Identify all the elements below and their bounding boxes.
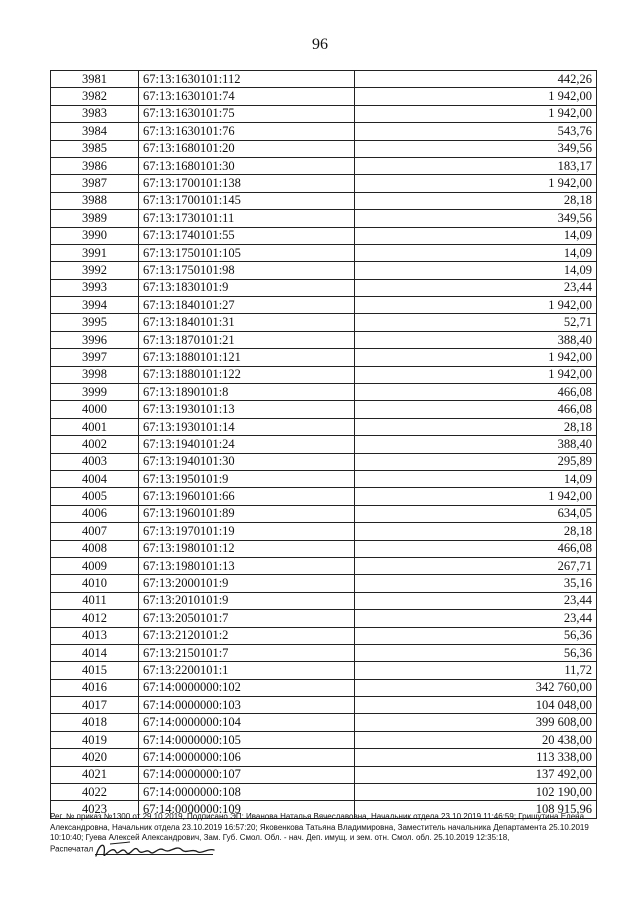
row-number-cell: 4023 xyxy=(51,801,139,818)
cadastral-number-cell: 67:13:1680101:20 xyxy=(139,140,355,157)
cadastral-number-cell: 67:13:1880101:122 xyxy=(139,366,355,383)
row-number-cell: 3981 xyxy=(51,71,139,88)
row-number-cell: 3996 xyxy=(51,331,139,348)
table-row xyxy=(51,540,597,557)
row-number-cell: 3989 xyxy=(51,210,139,227)
row-number-cell: 4012 xyxy=(51,610,139,627)
value-cell: 442,26 xyxy=(355,71,597,88)
value-cell: 14,09 xyxy=(355,262,597,279)
table-row xyxy=(51,592,597,609)
table-row xyxy=(51,88,597,105)
row-number-cell: 3991 xyxy=(51,244,139,261)
table-row xyxy=(51,731,597,748)
cadastral-number-cell: 67:13:1980101:13 xyxy=(139,557,355,574)
row-number-cell: 4014 xyxy=(51,644,139,661)
value-cell: 102 190,00 xyxy=(355,784,597,801)
cadastral-number-cell: 67:14:0000000:108 xyxy=(139,784,355,801)
cadastral-number-cell: 67:13:1630101:75 xyxy=(139,105,355,122)
table-row xyxy=(51,227,597,244)
value-cell: 35,16 xyxy=(355,575,597,592)
printed-by-label: Распечатал xyxy=(50,844,94,853)
row-number-cell: 4005 xyxy=(51,488,139,505)
footer-line-2: Александровна, Начальник отдела 23.10.2019 16:57:20; Яковенкова Татьяна Владимировна, Заместитель начальника Департамента 25.10.2019 xyxy=(50,822,589,832)
value-cell: 28,18 xyxy=(355,192,597,209)
table-row xyxy=(51,766,597,783)
row-number-cell: 4008 xyxy=(51,540,139,557)
value-cell: 56,36 xyxy=(355,627,597,644)
cadastral-number-cell: 67:14:0000000:107 xyxy=(139,766,355,783)
value-cell: 23,44 xyxy=(355,279,597,296)
cadastral-number-cell: 67:13:1700101:145 xyxy=(139,192,355,209)
cadastral-number-cell: 67:13:2000101:9 xyxy=(139,575,355,592)
value-cell: 28,18 xyxy=(355,523,597,540)
row-number-cell: 3984 xyxy=(51,123,139,140)
row-number-cell: 3993 xyxy=(51,279,139,296)
cadastral-number-cell: 67:13:1630101:76 xyxy=(139,123,355,140)
table-row xyxy=(51,123,597,140)
row-number-cell: 3995 xyxy=(51,314,139,331)
table-row xyxy=(51,470,597,487)
table-row xyxy=(51,749,597,766)
table-row xyxy=(51,488,597,505)
table-row xyxy=(51,157,597,174)
table-row xyxy=(51,557,597,574)
cadastral-number-cell: 67:13:1960101:89 xyxy=(139,505,355,522)
row-number-cell: 4007 xyxy=(51,523,139,540)
cadastral-number-cell: 67:13:1940101:24 xyxy=(139,436,355,453)
table-row xyxy=(51,610,597,627)
value-cell: 23,44 xyxy=(355,610,597,627)
table-row xyxy=(51,366,597,383)
footer-line-1: Рег. № приказ №1300 от 29.10.2019, Подписано ЭП: Иванова Наталья Вячеславовна, Начальник отдела 23.10.2019 11:46:59; Гришутина Елена xyxy=(50,812,585,821)
value-cell: 1 942,00 xyxy=(355,488,597,505)
cadastral-number-cell: 67:13:1630101:112 xyxy=(139,71,355,88)
table-row xyxy=(51,140,597,157)
table-row xyxy=(51,505,597,522)
value-cell: 23,44 xyxy=(355,592,597,609)
value-cell: 113 338,00 xyxy=(355,749,597,766)
cadastral-number-cell: 67:14:0000000:103 xyxy=(139,697,355,714)
value-cell: 20 438,00 xyxy=(355,731,597,748)
table-row xyxy=(51,244,597,261)
cadastral-number-cell: 67:13:2200101:1 xyxy=(139,662,355,679)
row-number-cell: 4009 xyxy=(51,557,139,574)
cadastral-number-cell: 67:13:1840101:31 xyxy=(139,314,355,331)
value-cell: 183,17 xyxy=(355,157,597,174)
row-number-cell: 4000 xyxy=(51,401,139,418)
row-number-cell: 3992 xyxy=(51,262,139,279)
cadastral-number-cell: 67:14:0000000:106 xyxy=(139,749,355,766)
cadastral-number-cell: 67:13:1630101:74 xyxy=(139,88,355,105)
cadastral-number-cell: 67:13:1840101:27 xyxy=(139,297,355,314)
cadastral-number-cell: 67:13:1960101:66 xyxy=(139,488,355,505)
value-cell: 399 608,00 xyxy=(355,714,597,731)
table-row xyxy=(51,262,597,279)
value-cell: 11,72 xyxy=(355,662,597,679)
cadastral-number-cell: 67:13:1890101:8 xyxy=(139,384,355,401)
table-row xyxy=(51,436,597,453)
value-cell: 137 492,00 xyxy=(355,766,597,783)
value-cell: 267,71 xyxy=(355,557,597,574)
table-row xyxy=(51,105,597,122)
registry-table-body xyxy=(51,71,597,819)
value-cell: 56,36 xyxy=(355,644,597,661)
row-number-cell: 4006 xyxy=(51,505,139,522)
row-number-cell: 3997 xyxy=(51,349,139,366)
value-cell: 388,40 xyxy=(355,436,597,453)
table-row xyxy=(51,175,597,192)
row-number-cell: 4021 xyxy=(51,766,139,783)
table-row xyxy=(51,314,597,331)
value-cell: 388,40 xyxy=(355,331,597,348)
row-number-cell: 4010 xyxy=(51,575,139,592)
value-cell: 466,08 xyxy=(355,540,597,557)
row-number-cell: 4022 xyxy=(51,784,139,801)
table-row xyxy=(51,331,597,348)
table-row xyxy=(51,644,597,661)
cadastral-number-cell: 67:13:2050101:7 xyxy=(139,610,355,627)
row-number-cell: 3983 xyxy=(51,105,139,122)
table-row xyxy=(51,210,597,227)
handwritten-signature xyxy=(90,838,220,862)
table-row xyxy=(51,279,597,296)
value-cell: 52,71 xyxy=(355,314,597,331)
table-row xyxy=(51,297,597,314)
row-number-cell: 3985 xyxy=(51,140,139,157)
row-number-cell: 4001 xyxy=(51,418,139,435)
value-cell: 349,56 xyxy=(355,140,597,157)
cadastral-number-cell: 67:14:0000000:109 xyxy=(139,801,355,818)
row-number-cell: 3988 xyxy=(51,192,139,209)
value-cell: 14,09 xyxy=(355,244,597,261)
cadastral-number-cell: 67:13:1940101:30 xyxy=(139,453,355,470)
value-cell: 1 942,00 xyxy=(355,88,597,105)
cadastral-number-cell: 67:13:1880101:121 xyxy=(139,349,355,366)
table-row xyxy=(51,384,597,401)
value-cell: 634,05 xyxy=(355,505,597,522)
cadastral-number-cell: 67:13:1750101:105 xyxy=(139,244,355,261)
cadastral-number-cell: 67:13:1730101:11 xyxy=(139,210,355,227)
table-row xyxy=(51,192,597,209)
cadastral-number-cell: 67:14:0000000:104 xyxy=(139,714,355,731)
value-cell: 466,08 xyxy=(355,384,597,401)
row-number-cell: 4018 xyxy=(51,714,139,731)
value-cell: 1 942,00 xyxy=(355,175,597,192)
row-number-cell: 4015 xyxy=(51,662,139,679)
signature-footer xyxy=(50,812,610,858)
value-cell: 1 942,00 xyxy=(355,105,597,122)
table-row xyxy=(51,453,597,470)
cadastral-number-cell: 67:14:0000000:105 xyxy=(139,731,355,748)
cadastral-number-cell: 67:13:1870101:21 xyxy=(139,331,355,348)
row-number-cell: 4003 xyxy=(51,453,139,470)
cadastral-number-cell: 67:13:1700101:138 xyxy=(139,175,355,192)
value-cell: 104 048,00 xyxy=(355,697,597,714)
row-number-cell: 3994 xyxy=(51,297,139,314)
row-number-cell: 3990 xyxy=(51,227,139,244)
value-cell: 543,76 xyxy=(355,123,597,140)
table-row xyxy=(51,714,597,731)
table-row xyxy=(51,401,597,418)
printed-by-row xyxy=(50,844,610,858)
cadastral-number-cell: 67:13:2150101:7 xyxy=(139,644,355,661)
cadastral-number-cell: 67:14:0000000:102 xyxy=(139,679,355,696)
cadastral-number-cell: 67:13:1680101:30 xyxy=(139,157,355,174)
row-number-cell: 3982 xyxy=(51,88,139,105)
table-row xyxy=(51,627,597,644)
value-cell: 14,09 xyxy=(355,227,597,244)
row-number-cell: 4002 xyxy=(51,436,139,453)
table-row xyxy=(51,349,597,366)
table-row xyxy=(51,679,597,696)
value-cell: 1 942,00 xyxy=(355,366,597,383)
cadastral-number-cell: 67:13:1830101:9 xyxy=(139,279,355,296)
row-number-cell: 4013 xyxy=(51,627,139,644)
row-number-cell: 4019 xyxy=(51,731,139,748)
row-number-cell: 4017 xyxy=(51,697,139,714)
cadastral-number-cell: 67:13:1740101:55 xyxy=(139,227,355,244)
table-row xyxy=(51,71,597,88)
cadastral-number-cell: 67:13:1930101:14 xyxy=(139,418,355,435)
cadastral-number-cell: 67:13:1950101:9 xyxy=(139,470,355,487)
row-number-cell: 4020 xyxy=(51,749,139,766)
value-cell: 349,56 xyxy=(355,210,597,227)
cadastral-number-cell: 67:13:1980101:12 xyxy=(139,540,355,557)
footer-line-3: 10:10:40; Гуева Алексей Александрович, Зам. Губ. Смол. Обл. - нач. Деп. имущ. и зем. отн. Смол. обл. 25.10.2019 12:35:18, xyxy=(50,833,510,842)
table-row xyxy=(51,662,597,679)
row-number-cell: 3986 xyxy=(51,157,139,174)
value-cell: 14,09 xyxy=(355,470,597,487)
row-number-cell: 3998 xyxy=(51,366,139,383)
value-cell: 342 760,00 xyxy=(355,679,597,696)
value-cell: 28,18 xyxy=(355,418,597,435)
cadastral-number-cell: 67:13:2120101:2 xyxy=(139,627,355,644)
value-cell: 1 942,00 xyxy=(355,349,597,366)
row-number-cell: 4011 xyxy=(51,592,139,609)
row-number-cell: 4004 xyxy=(51,470,139,487)
table-row xyxy=(51,523,597,540)
cadastral-number-cell: 67:13:2010101:9 xyxy=(139,592,355,609)
cadastral-number-cell: 67:13:1930101:13 xyxy=(139,401,355,418)
row-number-cell: 3987 xyxy=(51,175,139,192)
row-number-cell: 3999 xyxy=(51,384,139,401)
registry-table xyxy=(50,70,597,819)
page-number: 96 xyxy=(312,36,328,53)
value-cell: 295,89 xyxy=(355,453,597,470)
row-number-cell: 4016 xyxy=(51,679,139,696)
value-cell: 466,08 xyxy=(355,401,597,418)
table-row xyxy=(51,697,597,714)
value-cell: 108 915,96 xyxy=(355,801,597,818)
value-cell: 1 942,00 xyxy=(355,297,597,314)
cadastral-number-cell: 67:13:1970101:19 xyxy=(139,523,355,540)
cadastral-number-cell: 67:13:1750101:98 xyxy=(139,262,355,279)
table-row xyxy=(51,784,597,801)
table-row xyxy=(51,418,597,435)
table-row xyxy=(51,575,597,592)
